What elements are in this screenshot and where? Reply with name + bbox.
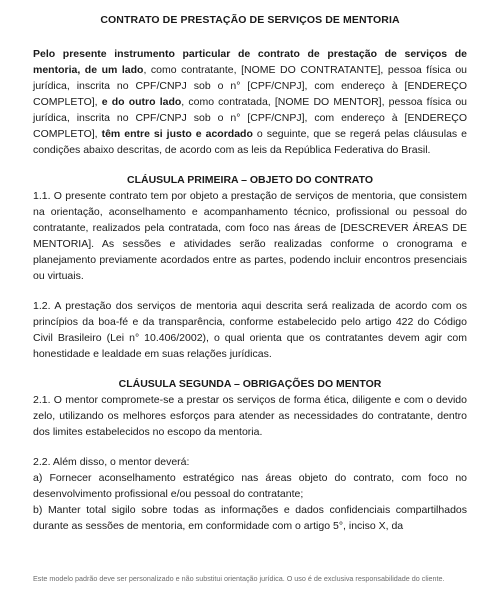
clause-2-2-paragraph: 2.2. Além disso, o mentor deverá: [33,456,190,468]
intro-bold-opening: Pelo presente instrumento particular de contrato de prestação de serviços de mentoria, de um lado [33,48,467,76]
intro-contratante-text: , como contratante, [NOME DO CONTRATANTE], pessoa física ou jurídica, inscrita no CPF/CNPJ sob o n° [CPF/CNPJ], com endereço à [ENDEREÇO COMPLETO], [33,64,467,108]
clause-1-1-paragraph: 1.1. O presente contrato tem por objeto a prestação de serviços de mentoria, que consistem na orientação, aconselhamento e acompanhamento técnico, profissional ou pessoal do contratante, realizados pela contratada, com foco nas áreas de [DESCREVER ÁREAS DE MENTORIA]. As sessões e atividades serão realizadas conforme o cronograma e planejamento previamente acordados entre as partes, podendo incluir encontros presenciais ou virtuais. [33,190,467,282]
intro-paragraph [33,46,467,158]
document-title: CONTRATO DE PRESTAÇÃO DE SERVIÇOS DE MENTORIA [100,14,400,26]
intro-bold-acordado: têm entre si justo e acordado [101,128,253,140]
clause-2-2-item-a: a) Fornecer aconselhamento estratégico nas áreas objeto do contrato, com foco no desenvolvimento profissional e/ou pessoal do contratante; [33,472,467,500]
clause-1-2-paragraph: 1.2. A prestação dos serviços de mentoria aqui descrita será realizada de acordo com os princípios da boa-fé e da transparência, conforme estabelecido pelo artigo 422 do Código Civil Brasileiro (Lei n° 10.406/2002), o qual orienta que os contratantes devem agir com honestidade e lealdade em suas relações jurídicas. [33,300,467,360]
footer-disclaimer: Este modelo padrão deve ser personalizado e não substitui orientação jurídica. O uso é de exclusiva responsabilidade do cliente. [33,574,445,583]
clause-2-1-paragraph: 2.1. O mentor compromete-se a prestar os serviços de forma ética, diligente e com o devido zelo, utilizando os melhores esforços para atender as necessidades do contratante, dentro dos limites estabelecidos no escopo da mentoria. [33,394,467,438]
contract-page [33,12,467,534]
intro-contratada-text: , como contratada, [NOME DO MENTOR], pessoa física ou jurídica, inscrita no CPF/CNPJ sob o n° [CPF/CNPJ], com endereço à [ENDEREÇO COMPLETO], [33,96,467,140]
intro-closing-text: o seguinte, que se regerá pelas cláusulas e condições abaixo descritas, de acordo com as leis da República Federativa do Brasil. [33,128,468,156]
clause-2-2-item-b: b) Manter total sigilo sobre todas as informações e dados confidenciais compartilhados durante as sessões de mentoria, em conformidade com o artigo 5°, inciso X, da [33,504,467,532]
intro-bold-outro-lado: e do outro lado [101,96,182,108]
clause-2-heading: CLÁUSULA SEGUNDA – OBRIGAÇÕES DO MENTOR [118,378,382,390]
clause-1-heading: CLÁUSULA PRIMEIRA – OBJETO DO CONTRATO [127,174,373,186]
